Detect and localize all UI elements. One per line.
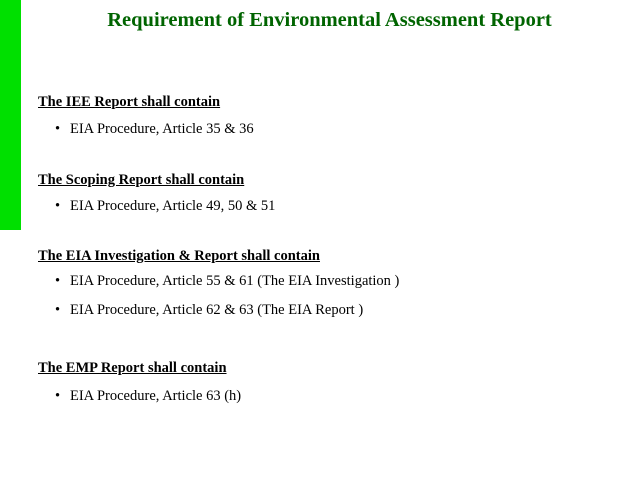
bullet-item-scoping (55, 198, 275, 215)
bullet-item-iee (55, 121, 254, 138)
bullet-icon: • (55, 388, 61, 404)
bullet-item-emp (55, 388, 241, 405)
bullet-text: EIA Procedure, Article 55 & 61 (The EIA Investigation ) (70, 273, 400, 289)
bullet-text: EIA Procedure, Article 35 & 36 (70, 121, 254, 137)
bullet-text: EIA Procedure, Article 62 & 63 (The EIA Report ) (70, 302, 364, 318)
slide-title: Requirement of Environmental Assessment Report (107, 9, 552, 31)
bullet-icon: • (55, 198, 61, 214)
section-heading-eia: The EIA Investigation & Report shall contain (38, 248, 320, 264)
bullet-item-eia-report (55, 302, 363, 319)
section-heading-iee: The IEE Report shall contain (38, 94, 221, 110)
section-heading-scoping: The Scoping Report shall contain (38, 172, 245, 188)
accent-bar (0, 0, 21, 230)
bullet-icon: • (55, 302, 61, 318)
section-heading-emp: The EMP Report shall contain (38, 360, 227, 376)
bullet-icon: • (55, 121, 61, 137)
bullet-icon: • (55, 273, 61, 289)
bullet-text: EIA Procedure, Article 49, 50 & 51 (70, 198, 276, 214)
bullet-text: EIA Procedure, Article 63 (h) (70, 388, 242, 404)
bullet-item-eia-investigation (55, 273, 399, 290)
